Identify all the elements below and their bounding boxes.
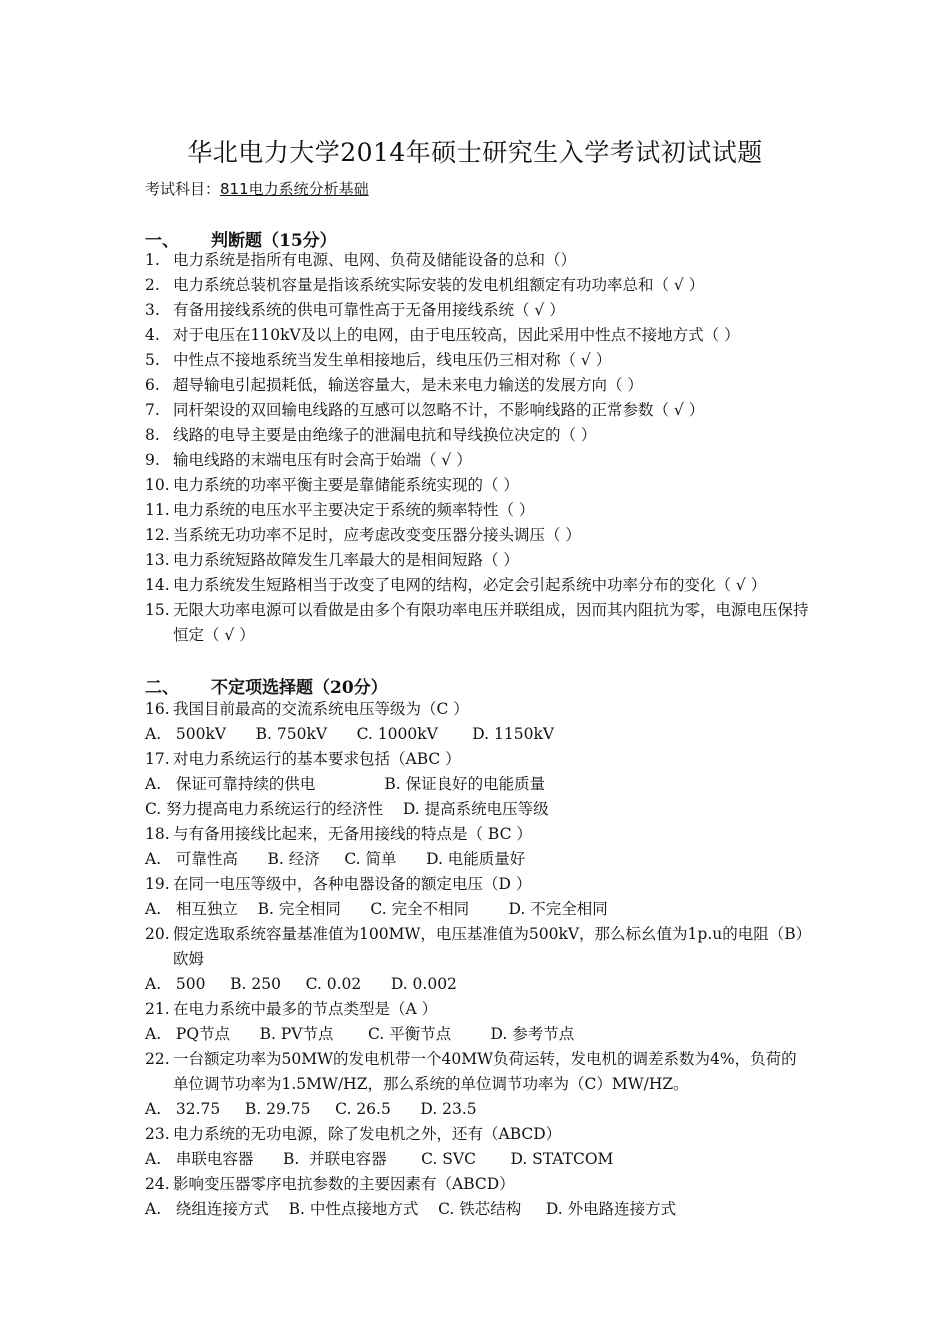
item-number: 11. [145, 501, 170, 519]
choice-options: A. 保证可靠持续的供电 B. 保证良好的电能质量 [145, 775, 546, 793]
item-text: 电力系统的功率平衡主要是靠储能系统实现的（ ） [173, 476, 519, 494]
choice-options: A. 串联电容器 B. 并联电容器 C. SVC D. STATCOM [145, 1150, 614, 1168]
judge-item [145, 448, 810, 473]
judge-item [145, 323, 810, 348]
item-number: 24. [145, 1175, 170, 1193]
judge-item [145, 523, 810, 548]
section-number: 一、 [145, 231, 179, 251]
choice-options: A. 可靠性高 B. 经济 C. 简单 D. 电能质量好 [145, 850, 526, 868]
item-text: 输电线路的末端电压有时会高于始端（ √ ） [173, 451, 472, 469]
item-number: 23. [145, 1125, 170, 1143]
item-number: 18. [145, 825, 170, 843]
question-text: 与有备用接线比起来，无备用接线的特点是（ BC ） [173, 825, 532, 843]
judge-item [145, 473, 810, 498]
item-text: 同杆架设的双回输电线路的互感可以忽略不计，不影响线路的正常参数（ √ ） [173, 401, 705, 419]
item-text: 有备用接线系统的供电可靠性高于无备用接线系统（ √ ） [173, 301, 565, 319]
choice-question [145, 747, 810, 772]
subject-label: 考试科目： [145, 180, 221, 198]
section-number: 二、 [145, 678, 179, 698]
subject-value: 811电力系统分析基础 [220, 180, 369, 198]
judge-item [145, 398, 810, 423]
item-number: 13. [145, 551, 170, 569]
question-text: 影响变压器零序电抗参数的主要因素有（ABCD） [173, 1175, 515, 1193]
judge-item [145, 248, 810, 273]
item-number: 14. [145, 576, 170, 594]
exam-subject [145, 178, 369, 199]
item-text: 电力系统发生短路相当于改变了电网的结构，必定会引起系统中功率分布的变化（ √ ） [173, 576, 767, 594]
section-title: 判断题（15分） [211, 231, 337, 251]
item-number: 8. [145, 426, 160, 444]
item-number: 1. [145, 251, 160, 269]
choice-options: A. PQ节点 B. PV节点 C. 平衡节点 D. 参考节点 [145, 1025, 575, 1043]
item-text: 电力系统总装机容量是指该系统实际安装的发电机组额定有功功率总和（ √ ） [173, 276, 705, 294]
question-text: 对电力系统运行的基本要求包括（ABC ） [173, 750, 461, 768]
choice-question [145, 697, 810, 722]
choice-question [145, 872, 810, 897]
item-number: 7. [145, 401, 160, 419]
item-text: 电力系统是指所有电源、电网、负荷及储能设备的总和（） [173, 251, 577, 269]
item-text: 无限大功率电源可以看做是由多个有限功率电压并联组成，因而其内阻抗为零，电源电压保持恒定（ √ ） [173, 601, 809, 644]
item-text: 电力系统的电压水平主要决定于系统的频率特性（ ） [173, 501, 535, 519]
item-number: 6. [145, 376, 160, 394]
choice-question [145, 997, 810, 1022]
item-text: 当系统无功功率不足时，应考虑改变变压器分接头调压（ ） [173, 526, 581, 544]
question-text: 在电力系统中最多的节点类型是（A ） [173, 1000, 438, 1018]
judge-item [145, 498, 810, 523]
item-number: 20. [145, 925, 170, 943]
judge-item [145, 373, 810, 398]
item-number: 16. [145, 700, 170, 718]
choice-question [145, 1047, 810, 1097]
choice-options: A. 相互独立 B. 完全相同 C. 完全不相同 D. 不完全相同 [145, 900, 608, 918]
item-number: 3. [145, 301, 160, 319]
question-text: 假定选取系统容量基准值为100MW，电压基准值为500kV，那么标幺值为1p.u的电阻（B）欧姆 [173, 925, 804, 968]
judge-item [145, 548, 810, 573]
section-heading-choice [145, 673, 388, 698]
choice-question [145, 922, 810, 972]
judge-item [145, 573, 810, 598]
item-number: 22. [145, 1050, 170, 1068]
section-title: 不定项选择题（20分） [211, 678, 388, 698]
choice-question [145, 822, 810, 847]
choice-options: A. 32.75 B. 29.75 C. 26.5 D. 23.5 [145, 1100, 477, 1118]
item-number: 10. [145, 476, 170, 494]
item-text: 中性点不接地系统当发生单相接地后，线电压仍三相对称（ √ ） [173, 351, 612, 369]
item-number: 9. [145, 451, 160, 469]
item-number: 21. [145, 1000, 170, 1018]
item-text: 超导输电引起损耗低，输送容量大，是未来电力输送的发展方向（ ） [173, 376, 643, 394]
choice-options: C. 努力提高电力系统运行的经济性 D. 提高系统电压等级 [145, 800, 549, 818]
judge-item [145, 298, 810, 323]
judge-item [145, 348, 810, 373]
judge-item [145, 598, 810, 648]
item-text: 对于电压在110kV及以上的电网，由于电压较高，因此采用中性点不接地方式（ ） [173, 326, 740, 344]
item-number: 2. [145, 276, 160, 294]
choice-question [145, 1122, 810, 1147]
item-text: 线路的电导主要是由绝缘子的泄漏电抗和导线换位决定的（ ） [173, 426, 597, 444]
choice-options: A. 500 B. 250 C. 0.02 D. 0.002 [145, 975, 457, 993]
question-text: 在同一电压等级中，各种电器设备的额定电压（D ） [173, 875, 532, 893]
choice-options: A. 绕组连接方式 B. 中性点接地方式 C. 铁芯结构 D. 外电路连接方式 [145, 1200, 677, 1218]
item-number: 15. [145, 601, 170, 619]
question-text: 我国目前最高的交流系统电压等级为（C ） [173, 700, 469, 718]
choice-options: A. 500kV B. 750kV C. 1000kV D. 1150kV [145, 725, 555, 743]
question-text: 电力系统的无功电源，除了发电机之外，还有（ABCD） [173, 1125, 562, 1143]
choice-question [145, 1172, 810, 1197]
item-number: 17. [145, 750, 170, 768]
page-title: 华北电力大学2014年硕士研究生入学考试初试试题 [187, 138, 763, 167]
item-number: 5. [145, 351, 160, 369]
item-number: 12. [145, 526, 170, 544]
item-number: 4. [145, 326, 160, 344]
item-text: 电力系统短路故障发生几率最大的是相间短路（ ） [173, 551, 519, 569]
judge-item [145, 273, 810, 298]
judge-item [145, 423, 810, 448]
question-text: 一台额定功率为50MW的发电机带一个40MW负荷运转，发电机的调差系数为4%，负荷的单位调节功率为1.5MW/HZ，那么系统的单位调节功率为（C）MW/HZ。 [173, 1050, 797, 1093]
item-number: 19. [145, 875, 170, 893]
